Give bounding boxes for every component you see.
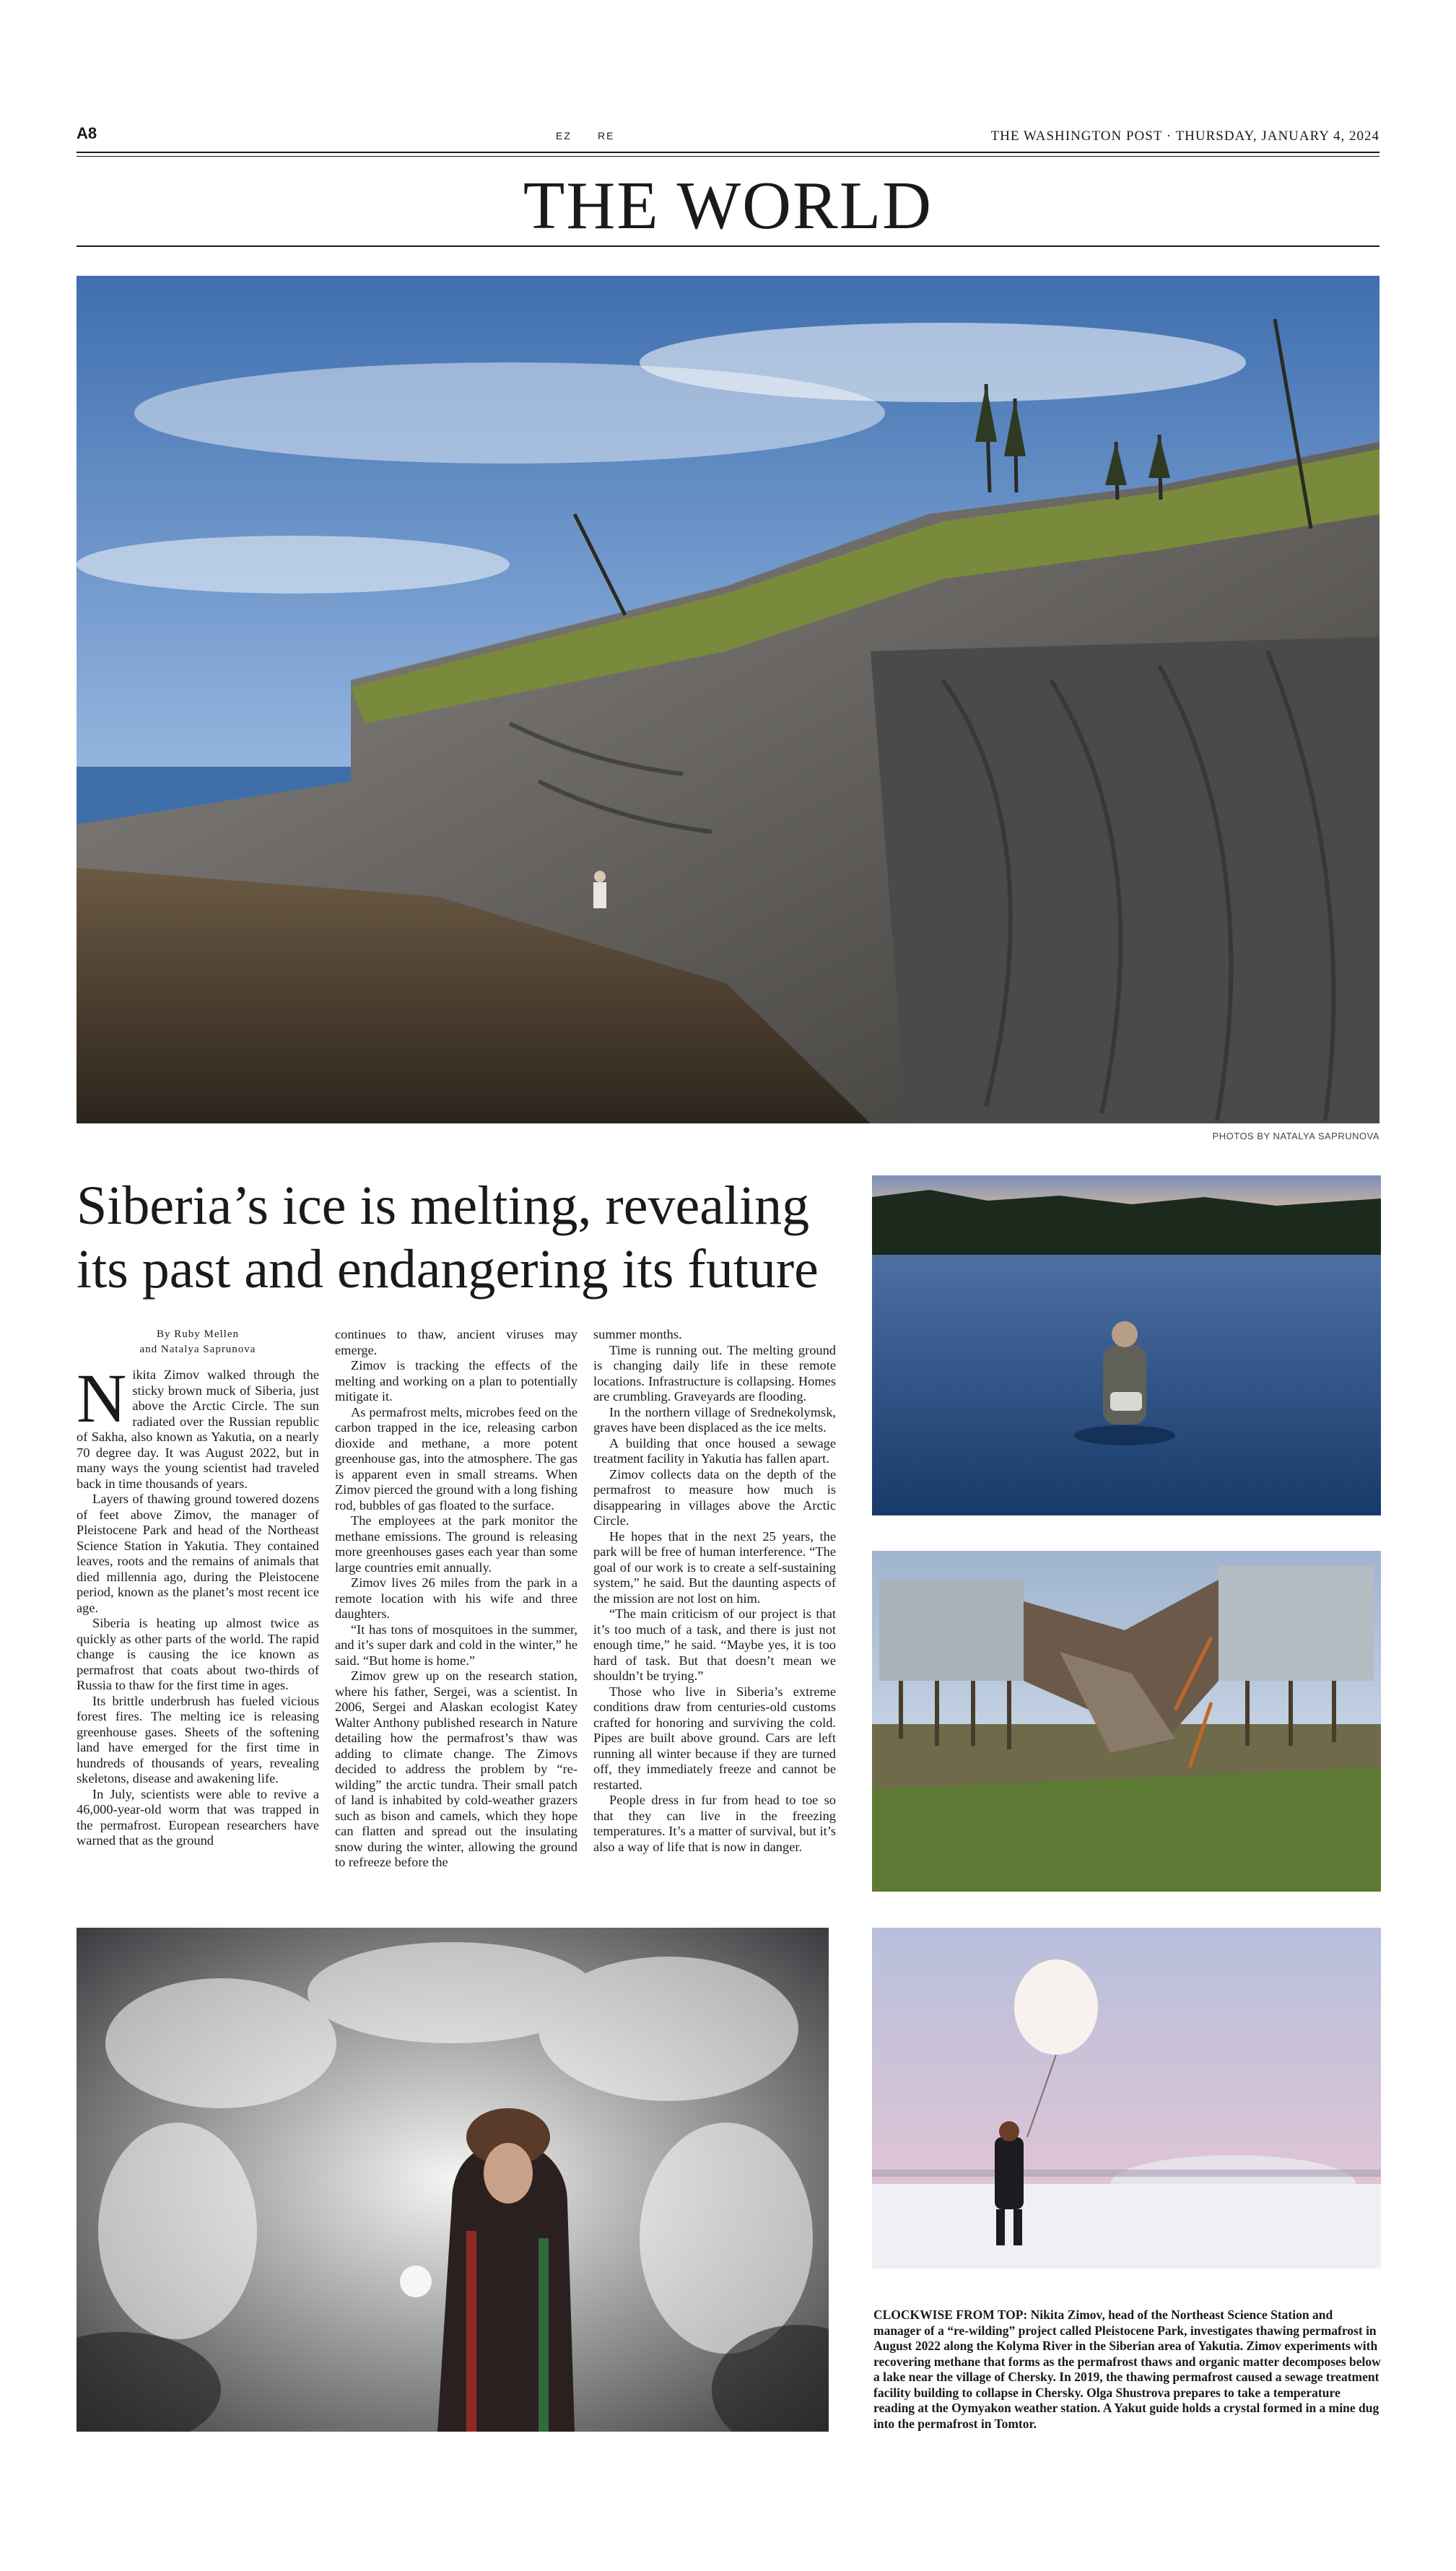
paragraph: Zimov lives 26 miles from the park in a remote location with his wife and three daughters. xyxy=(335,1575,577,1621)
divider xyxy=(77,156,1379,157)
paragraph: Zimov grew up on the research station, where his father, Sergei, was a scientist. In 2006, Sergei and Alaskan ecologist Katey Walter Anthony published research in Nature detailing how the permafrost’s thaw was adding to climate change. The Zimovs decided to address the problem by “re-wilding” the arctic tundra. Their small patch of land is inhabited by cold-weather grazers such as bison and camels, which they hope can flatten and spread out the insulating snow during the winter, allowing the ground to refreeze before the xyxy=(335,1669,577,1869)
paragraph: “The main criticism of our project is that it’s too much of a task, and there is just not enough time,” he said. “Maybe yes, it is too hard of task. But that doesn’t mean we shouldn’t be trying.” xyxy=(593,1606,836,1683)
article-column-1 xyxy=(77,1327,319,1849)
edition-mark: EZ xyxy=(556,130,572,142)
paragraph: In July, scientists were able to revive a 46,000-year-old worm that was trapped in the permafrost. European researchers have warned that as the ground xyxy=(77,1786,319,1848)
paragraph: Those who live in Siberia’s extreme conditions draw from centuries-old customs crafted for honoring and surviving the cold. Pipes are built above ground. Cars are left running all winter because if they are turned off, they immediately freeze and cannot be restarted. xyxy=(593,1684,836,1792)
paragraph: continues to thaw, ancient viruses may emerge. xyxy=(335,1327,577,1357)
dateline: THE WASHINGTON POST · THURSDAY, JANUARY 4, 2024 xyxy=(990,129,1379,144)
paragraph: Time is running out. The melting ground is changing daily life in these remote locations. Infrastructure is collapsing. Homes are crumbling. Graveyards are flooding. xyxy=(593,1342,836,1404)
paragraph: A building that once housed a sewage treatment facility in Yakutia has fallen apart. xyxy=(593,1435,836,1466)
paragraph: Zimov is tracking the effects of the melting and working on a plan to potentially mitigate it. xyxy=(335,1358,577,1404)
byline-line: and Natalya Saprunova xyxy=(139,1344,256,1355)
article-column-3 xyxy=(593,1327,836,1855)
paragraph: summer months. xyxy=(593,1327,682,1341)
paragraph: Its brittle underbrush has fueled vicious forest fires. The melting ice is releasing greenhouse gases. Sheets of the softening land have emerged for the first time in hundreds of thousands of years, revealing skeletons, disease and awakening life. xyxy=(77,1693,319,1785)
photo-lake-methane xyxy=(872,1175,1381,1515)
photo-ice-crystal-mine xyxy=(77,1928,829,2432)
dropcap: N xyxy=(77,1360,127,1437)
paragraph: Zimov collects data on the depth of the permafrost to measure how much is disappearing in villages above the Arctic Circle. xyxy=(593,1466,836,1528)
headline: Siberia’s ice is melting, revealing its past and endangering its future xyxy=(77,1175,819,1300)
paragraph: Layers of thawing ground towered dozens of feet above Zimov, the manager of Pleistocene Park and head of the Northeast Science Station in Yakutia. They contained leaves, roots and the remains of animals that died millennia ago, during the Pleistocene period, known as the planet’s most recent ice age. xyxy=(77,1492,319,1615)
edition-mark: RE xyxy=(598,130,615,142)
lead-photo-permafrost-cliff xyxy=(77,276,1379,1123)
paragraph: As permafrost melts, microbes feed on the carbon trapped in the ice, releasing carbon dioxide and methane, a more potent greenhouse gas, into the atmosphere. The gas is apparent even in small streams. When Zimov pierced the ground with a long fishing rod, bubbles of gas floated to the surface. xyxy=(335,1404,577,1513)
photo-caption: CLOCKWISE FROM TOP: Nikita Zimov, head of the Northeast Science Station and manager of a “re-wilding” project called Pleistocene Park, investigates thawing permafrost in August 2022 along the Kolyma River in the Siberian area of Yakutia. Zimov experiments with recovering methane that forms as the permafrost thaws and organic matter decomposes below a lake near the village of Chersky. In 2019, the thawing permafrost caused a sewage treatment facility building to collapse in Chersky. Olga Shustrova prepares to take a temperature reading at the Oymyakon weather station. A Yakut guide holds a crystal formed in a mine dug into the permafrost in Tomtor. xyxy=(873,2307,1381,2431)
photo-weather-balloon xyxy=(872,1928,1381,2268)
paragraph: In the northern village of Srednekolymsk, graves have been displaced as the ice melts. xyxy=(593,1404,836,1435)
paragraph-text: ikita Zimov walked through the sticky brown muck of Siberia, just above the Arctic Circle. The sun radiated over the Russian republic of Sakha, also known as Yakutia, on a nearly 70 degree day. It was August 2022, but in many ways the young scientist had traveled back in time thousands of years. xyxy=(77,1367,319,1491)
photo-credit: PHOTOS BY NATALYA SAPRUNOVA xyxy=(1212,1131,1379,1141)
divider xyxy=(77,245,1379,247)
article-column-2 xyxy=(335,1327,577,1871)
paragraph: People dress in fur from head to toe so that they can live in the freezing temperatures. It’s a matter of survival, but it’s also a way of life that is now in danger. xyxy=(593,1793,836,1854)
paragraph: Siberia is heating up almost twice as quickly as other parts of the world. The rapid change is causing the ice known as permafrost that coats about two-thirds of Russia to thaw for the first time in ages. xyxy=(77,1616,319,1692)
section-title: THE WORLD xyxy=(523,168,933,243)
photo-collapsed-building xyxy=(872,1551,1381,1892)
paragraph xyxy=(77,1360,319,1492)
paragraph: “It has tons of mosquitoes in the summer, and it’s super dark and cold in the winter,” he said. “But home is home.” xyxy=(335,1622,577,1668)
byline-line: By Ruby Mellen xyxy=(157,1328,239,1340)
page-number: A8 xyxy=(77,124,97,142)
paragraph: He hopes that in the next 25 years, the park will be free of human interference. “The goal of our work is to create a self-sustaining system,” he said. But the daunting aspects of the mission are not lost on him. xyxy=(593,1528,836,1606)
divider xyxy=(77,152,1379,153)
paragraph: The employees at the park monitor the methane emissions. The ground is releasing more greenhouses gases each year than some large countries emit annually. xyxy=(335,1513,577,1575)
byline xyxy=(77,1327,319,1357)
